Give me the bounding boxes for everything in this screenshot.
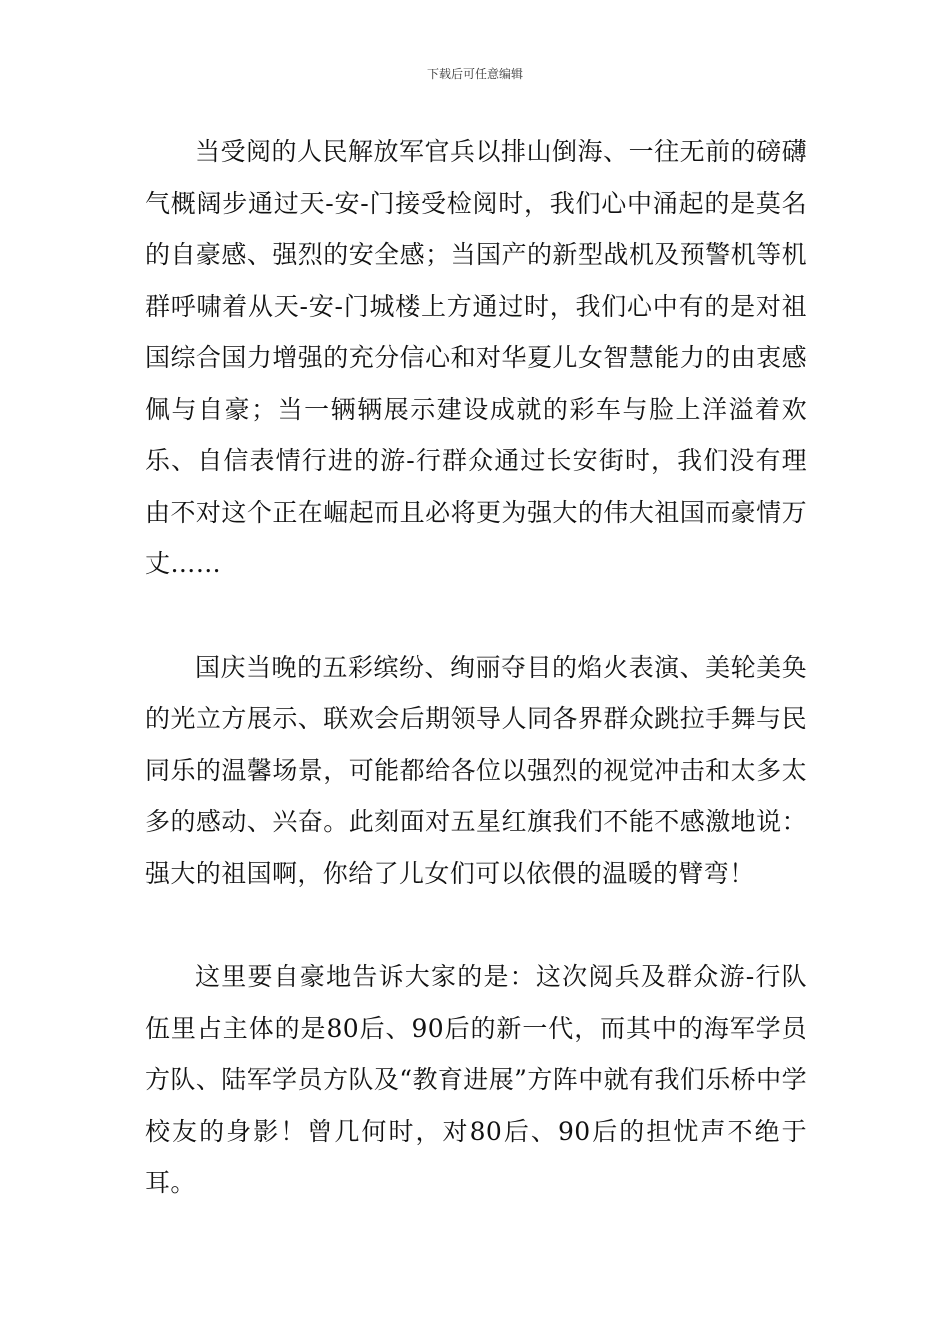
- paragraph-parade: 当受阅的人民解放军官兵以排山倒海、一往无前的磅礴气概阔步通过天-安-门接受检阅时，我们心中涌起的是莫名的自豪感、强烈的安全感；当国产的新型战机及预警机等机群呼啸着从天-安-门城楼上方通过时，我们心中有的是对祖国综合国力增强的充分信心和对华夏儿女智慧能力的由衷感佩与自豪；当一辆辆展示建设成就的彩车与脸上洋溢着欢乐、自信表情行进的游-行群众通过长安街时，我们没有理由不对这个正在崛起而且必将更为强大的伟大祖国而豪情万丈……: [145, 137, 807, 578]
- page-header: 下载后可任意编辑: [426, 67, 523, 81]
- document-body: [145, 126, 807, 1209]
- paragraph-fireworks: 国庆当晚的五彩缤纷、绚丽夺目的焰火表演、美轮美奂的光立方展示、联欢会后期领导人同各界群众跳拉手舞与民同乐的温馨场景，可能都给各位以强烈的视觉冲击和太多太多的感动、兴奋。此刻面对五星红旗我们不能不感激地说：强大的祖国啊，你给了儿女们可以依偎的温暖的臂弯！: [145, 652, 807, 888]
- paragraph-alumni: 这里要自豪地告诉大家的是：这次阅兵及群众游-行队伍里占主体的是80后、90后的新一代，而其中的海军学员方队、陆军学员方队及“教育进展”方阵中就有我们乐桥中学校友的身影！曾几何时，对80后、90后的担忧声不绝于耳。: [145, 962, 807, 1197]
